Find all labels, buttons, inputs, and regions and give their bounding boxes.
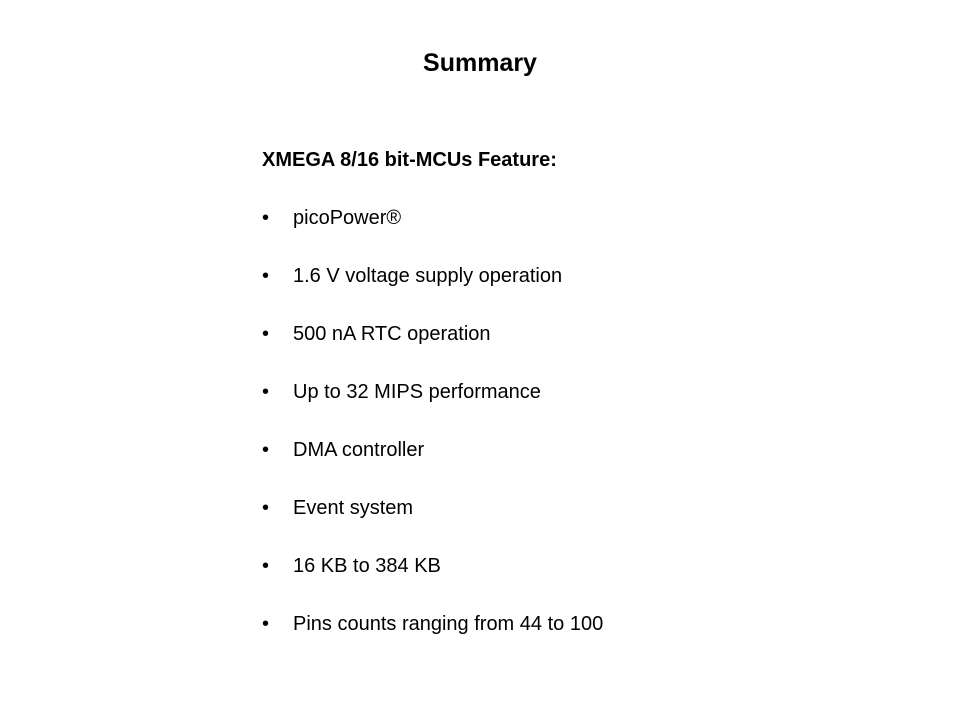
feature-text: Event system [293, 497, 414, 519]
feature-heading: XMEGA 8/16 bit-MCUs Feature: [262, 149, 557, 171]
feature-text: DMA controller [293, 439, 425, 461]
feature-item [262, 202, 902, 234]
feature-text: Up to 32 MIPS performance [293, 381, 541, 403]
bullet-icon: • [262, 207, 270, 229]
bullet-icon: • [262, 265, 270, 287]
feature-text: 16 KB to 384 KB [293, 555, 441, 577]
bullet-icon: • [262, 323, 270, 345]
feature-text: 500 nA RTC operation [293, 323, 491, 345]
feature-item [262, 376, 902, 408]
feature-list [262, 202, 902, 640]
bullet-icon: • [262, 613, 270, 635]
feature-text: 1.6 V voltage supply operation [293, 265, 563, 287]
bullet-icon: • [262, 439, 270, 461]
bullet-icon: • [262, 381, 270, 403]
feature-item [262, 434, 902, 466]
feature-item [262, 608, 902, 640]
feature-item [262, 550, 902, 582]
feature-text: Pins counts ranging from 44 to 100 [293, 613, 604, 635]
bullet-icon: • [262, 497, 270, 519]
bullet-icon: • [262, 555, 270, 577]
slide-content [262, 144, 902, 640]
feature-text: picoPower® [293, 207, 402, 229]
feature-item [262, 260, 902, 292]
feature-item [262, 492, 902, 524]
slide-title: Summary [423, 49, 537, 77]
feature-item [262, 318, 902, 350]
